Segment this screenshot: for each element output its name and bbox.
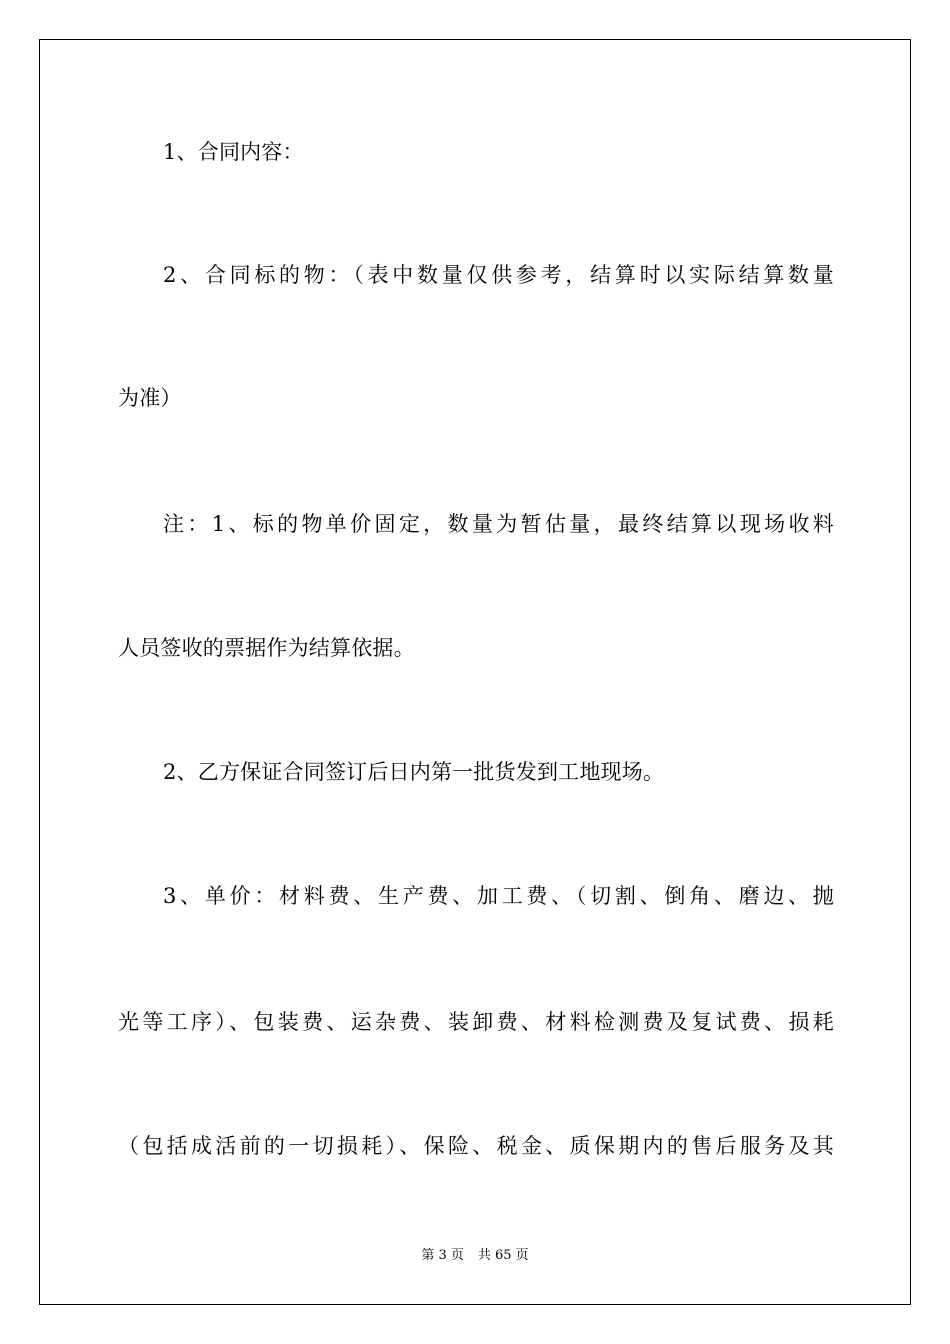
page-footer — [0, 1248, 950, 1264]
paragraph-unit-price-line-3: （包括成活前的一切损耗）、保险、税金、质保期内的售后服务及其 — [118, 1134, 834, 1158]
paragraph-subject-matter-line-1: 2、合同标的物：（表中数量仅供参考，结算时以实际结算数量 — [163, 263, 834, 287]
paragraph-subject-matter-line-2: 为准） — [118, 386, 182, 410]
paragraph-unit-price-line-1: 3、单价：材料费、生产费、加工费、（切割、倒角、磨边、抛 — [163, 884, 834, 908]
paragraph-contract-content: 1、合同内容： — [163, 140, 304, 164]
paragraph-note-line-2: 人员签收的票据作为结算依据。 — [118, 636, 415, 660]
paragraph-delivery: 2、乙方保证合同签订后日内第一批货发到工地现场。 — [163, 760, 665, 784]
paragraph-unit-price-line-2: 光等工序）、包装费、运杂费、装卸费、材料检测费及复试费、损耗 — [118, 1010, 834, 1034]
paragraph-note-line-1: 注：1、标的物单价固定，数量为暂估量，最终结算以现场收料 — [163, 512, 834, 536]
page-total: 共 65 页 — [477, 1248, 529, 1263]
page-number: 第 3 页 — [421, 1248, 464, 1263]
page-border — [39, 39, 911, 1305]
